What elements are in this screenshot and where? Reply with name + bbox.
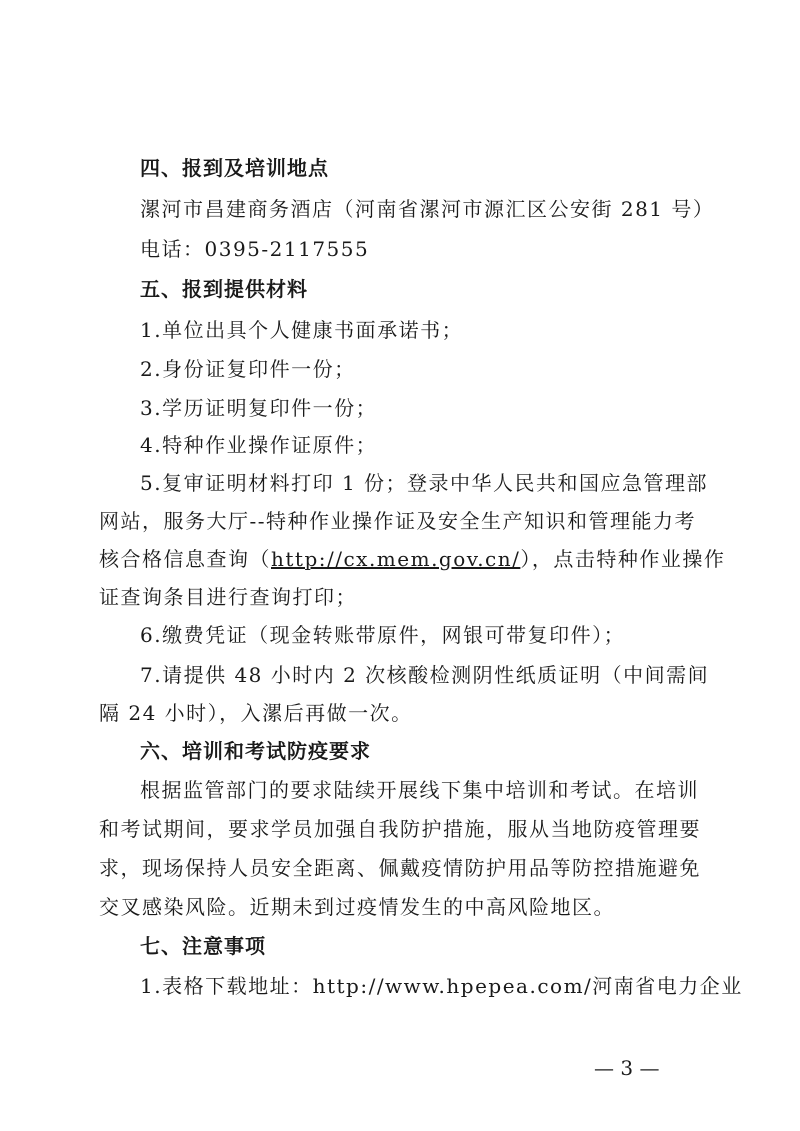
section-heading-materials: 五、报到提供材料 (140, 277, 308, 301)
material-item-1: 1.单位出具个人健康书面承诺书； (140, 318, 464, 342)
section-heading-epidemic: 六、培训和考试防疫要求 (140, 739, 371, 763)
material-item-5-line-3 (99, 547, 725, 571)
page-number: — 3 — (594, 1056, 660, 1080)
section-heading-registration-location: 四、报到及培训地点 (140, 156, 329, 180)
registration-address: 漯河市昌建商务酒店（河南省漯河市源汇区公安街 281 号） (140, 197, 715, 221)
material-item-6: 6.缴费凭证（现金转账带原件，网银可带复印件）； (140, 623, 626, 647)
material-item-2: 2.身份证复印件一份； (140, 357, 356, 381)
epidemic-line-2: 和考试期间，要求学员加强自我防护措施，服从当地防疫管理要 (99, 817, 701, 841)
material-item-5-line-3-prefix: 核合格信息查询（ (99, 547, 271, 571)
material-item-5-line-2: 网站，服务大厅--特种作业操作证及安全生产知识和管理能力考 (99, 509, 697, 533)
registration-phone: 电话：0395-2117555 (140, 237, 370, 261)
epidemic-line-4: 交叉感染风险。近期未到过疫情发生的中高风险地区。 (99, 895, 615, 919)
epidemic-line-1: 根据监管部门的要求陆续开展线下集中培训和考试。在培训 (140, 778, 699, 802)
material-item-5-line-3-suffix: ），点击特种作业操作 (520, 547, 726, 571)
mem-query-link[interactable]: http://cx.mem.gov.cn/ (271, 547, 521, 571)
note-item-1: 1.表格下载地址：http://www.hpepea.com/河南省电力企业 (140, 974, 743, 998)
section-heading-notes: 七、注意事项 (140, 934, 266, 958)
material-item-7-line-1: 7.请提供 48 小时内 2 次核酸检测阴性纸质证明（中间需间 (140, 663, 710, 687)
material-item-5-line-4: 证查询条目进行查询打印； (99, 585, 357, 609)
material-item-3: 3.学历证明复印件一份； (140, 396, 378, 420)
material-item-5-line-1: 5.复审证明材料打印 1 份；登录中华人民共和国应急管理部 (140, 471, 709, 495)
epidemic-line-3: 求，现场保持人员安全距离、佩戴疫情防护用品等防控措施避免 (99, 856, 701, 880)
material-item-7-line-2: 隔 24 小时），入漯后再做一次。 (99, 701, 413, 725)
material-item-4: 4.特种作业操作证原件； (140, 433, 378, 457)
